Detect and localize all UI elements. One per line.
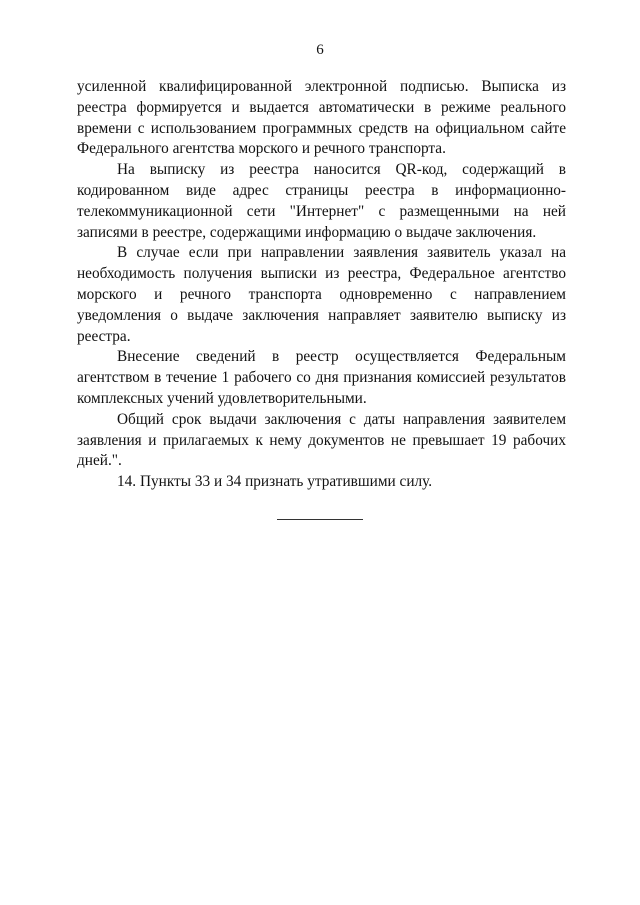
paragraph-total-term: Общий срок выдачи заключения с даты направления заявителем заявления и прилагаемых к нему документов не превышает 19 рабочих дней.".: [77, 410, 566, 470]
paragraph-item-14: 14. Пункты 33 и 34 признать утратившими силу.: [117, 473, 433, 491]
document-body: [77, 77, 566, 493]
page-number: 6: [316, 42, 324, 58]
paragraph-qr-code: На выписку из реестра наносится QR-код, содержащий в кодированном виде адрес страницы реестра в информационно-телекоммуникационной сети "Интернет" с размещенными на ней записями в реестре, содержащими информацию о выдаче заключения.: [77, 161, 566, 241]
paragraph-continuation-signature: усиленной квалифицированной электронной подписью. Выписка из реестра формируется и выдается автоматически в режиме реального времени с использованием программных средств на официальном сайте Федерального агентства морского и речного транспорта.: [77, 78, 566, 158]
paragraph-registry-entry: Внесение сведений в реестр осуществляется Федеральным агентством в течение 1 рабочего со дня признания комиссией результатов комплексных учений удовлетворительными.: [77, 348, 566, 407]
paragraph-registry-extract: В случае если при направлении заявления заявитель указал на необходимость получения выписки из реестра, Федеральное агентство морского и речного транспорта одновременно с направлением уведомления о выдаче заключения направляет заявителю выписку из реестра.: [77, 244, 566, 345]
end-of-document-rule: [277, 519, 363, 520]
